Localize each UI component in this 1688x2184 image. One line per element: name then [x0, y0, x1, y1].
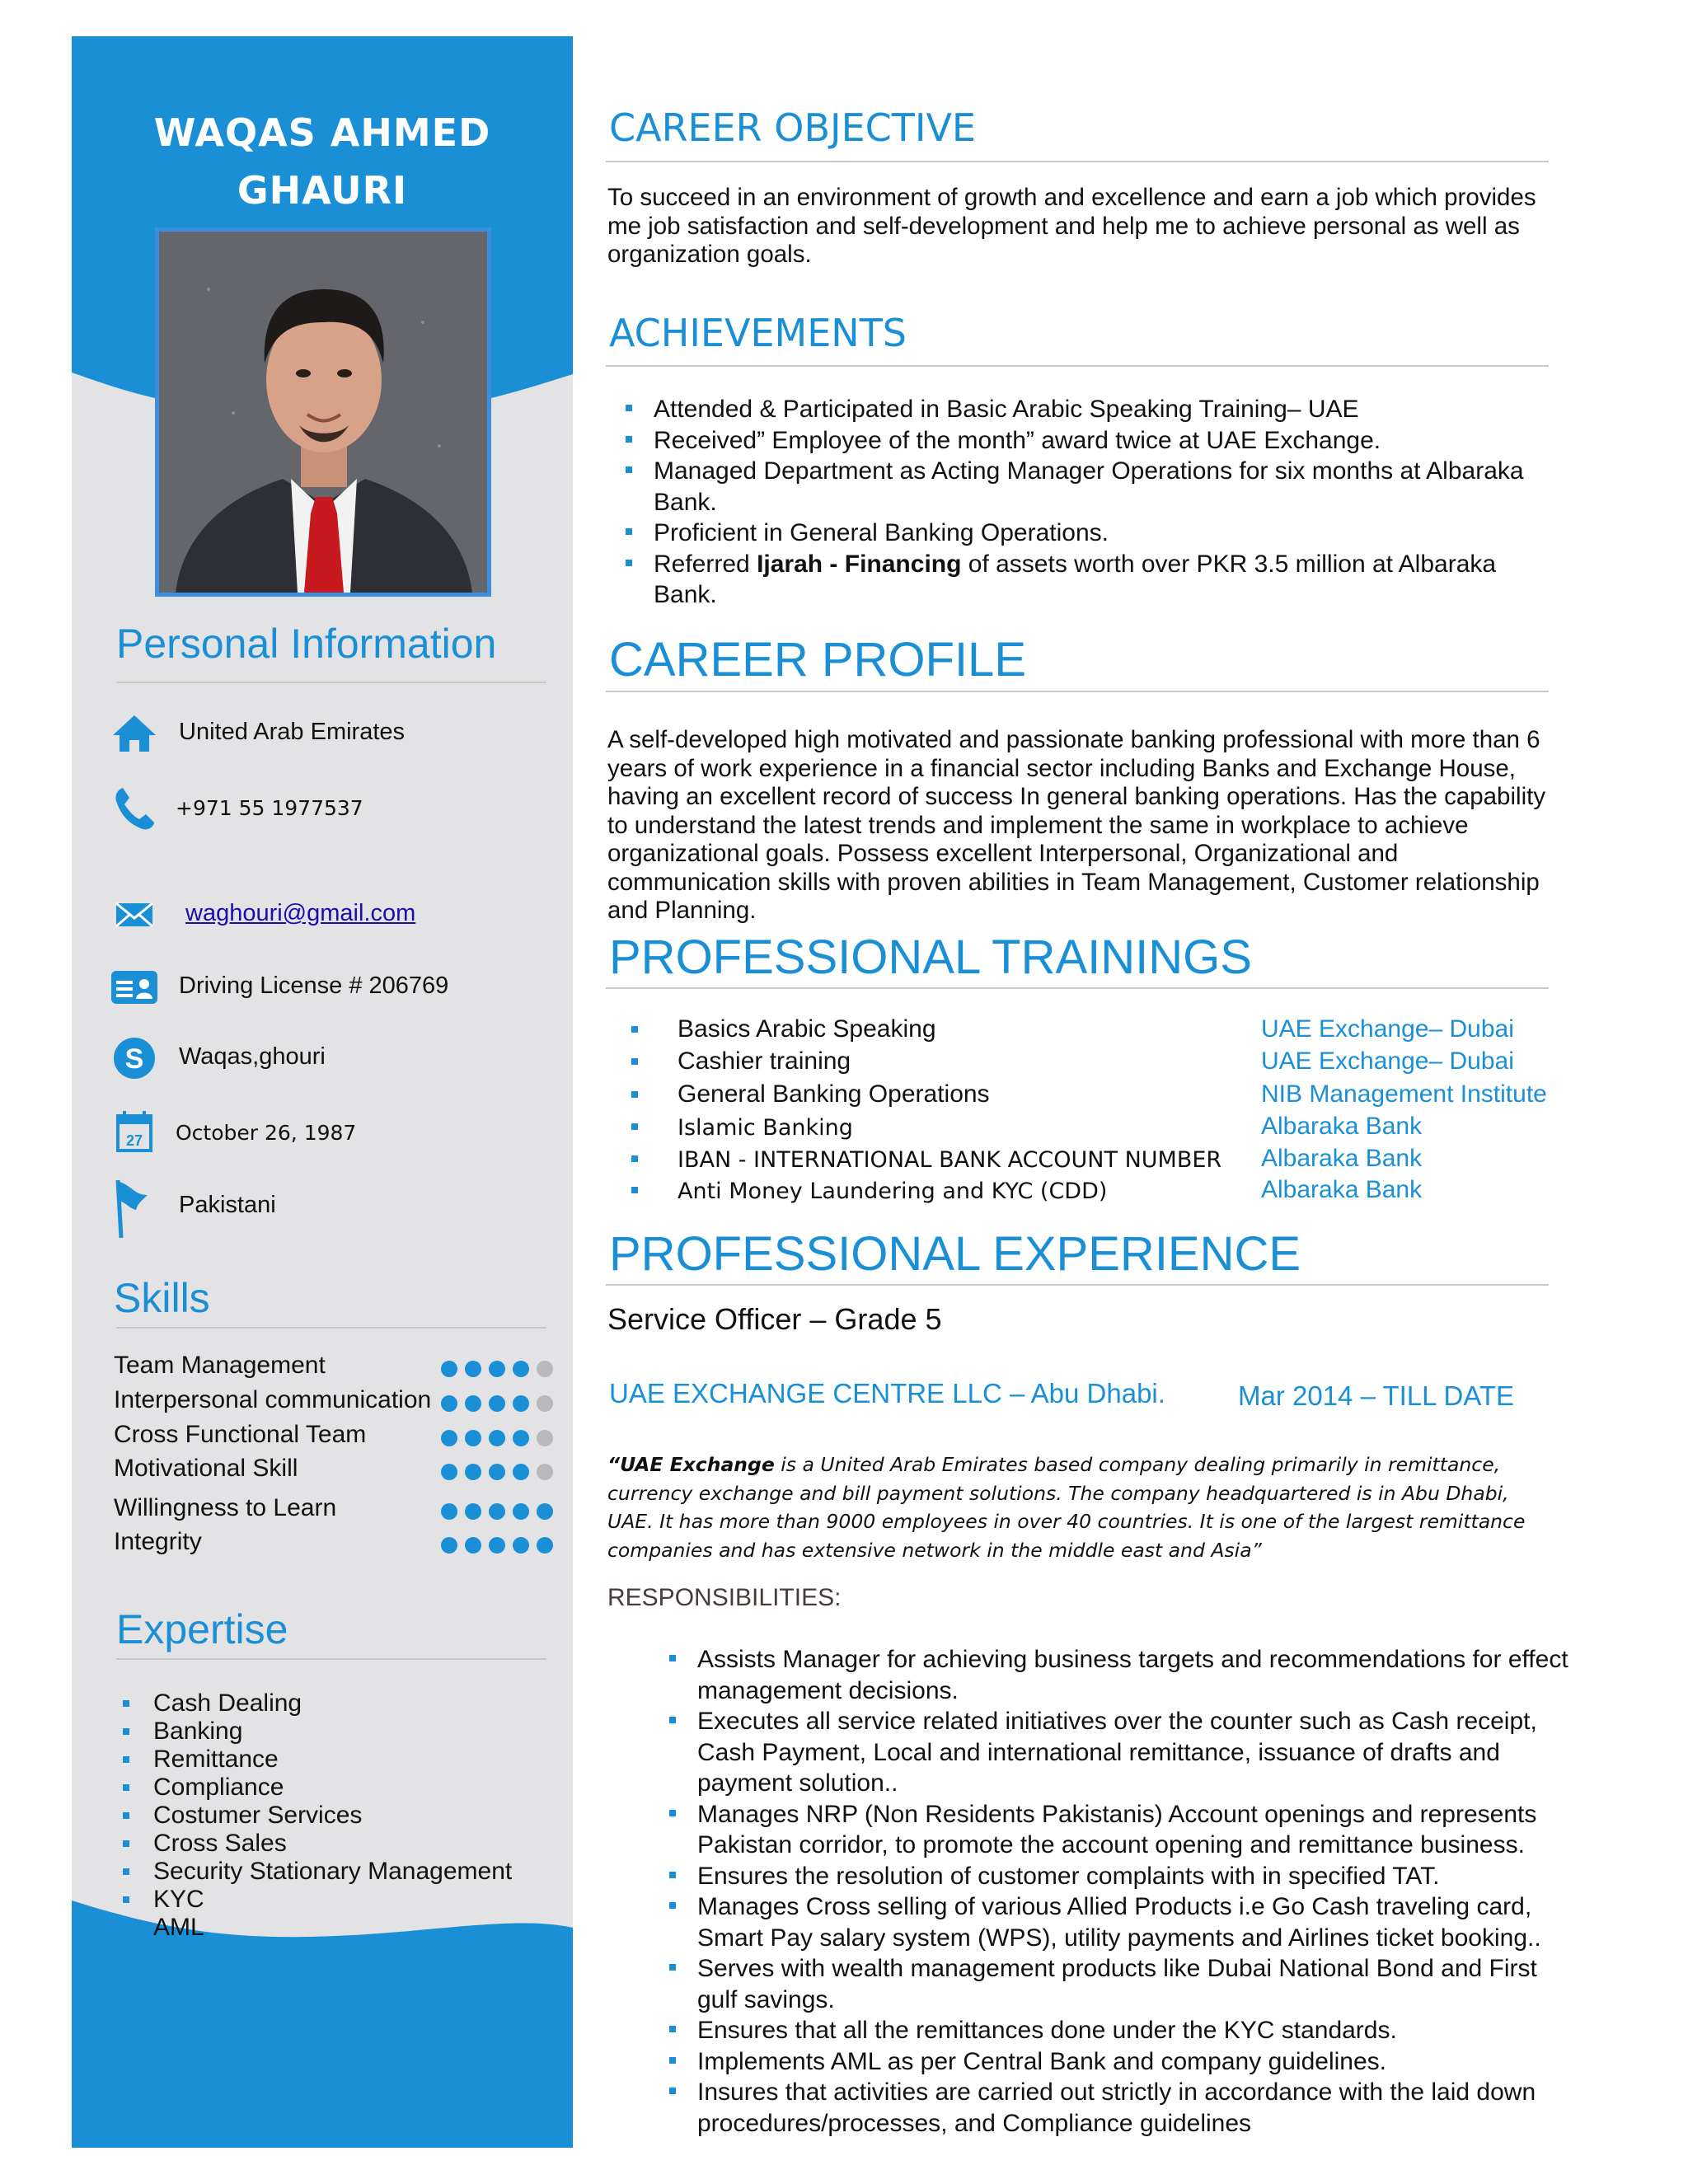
responsibility-text: Executes all service related initiatives over the counter such as Cash receipt, Cash Payment, Local and international remittance, issuance of drafts and payment solution.. [697, 1708, 1537, 1797]
skill-row [114, 1386, 573, 1419]
license-label: Driving License # 206769 [179, 972, 449, 999]
career-objective-heading: CAREER OBJECTIVE [609, 105, 976, 150]
responsibility-item [697, 1799, 1583, 1861]
phone-text: +971 55 1977537 [176, 796, 363, 820]
responsibility-text: Manages Cross selling of various Allied Products i.e Go Cash traveling card, Smart Pay salary system (WPS), utility payments and Airlines ticket booking.. [697, 1893, 1541, 1952]
rating-dot-empty [537, 1395, 553, 1412]
rating-dot-filled [441, 1464, 457, 1480]
bullet-icon [123, 1756, 129, 1763]
achievement-text: Received” Employee of the month” award twice at UAE Exchange. [654, 426, 1381, 454]
skill-row [114, 1528, 573, 1561]
achievement-text: Managed Department as Acting Manager Operations for six months at Albaraka Bank. [654, 457, 1524, 516]
info-row-location [110, 709, 555, 758]
responsibility-text: Assists Manager for achieving business targets and recommendations for effect management decisions. [697, 1646, 1568, 1704]
responsibilities-heading: RESPONSIBILITIES: [607, 1584, 842, 1611]
expertise-label: AML [153, 1914, 204, 1941]
responsibility-text: Ensures that all the remittances done under the KYC standards. [697, 2017, 1397, 2044]
rating-dot-filled [513, 1361, 529, 1377]
skill-rating [440, 1394, 556, 1413]
bullet-icon [626, 528, 632, 535]
skill-rating [440, 1536, 556, 1554]
training-provider: Albaraka Bank [1261, 1113, 1423, 1140]
bullet-icon [631, 1123, 638, 1130]
phone-icon [110, 783, 159, 832]
skills-heading: Skills [114, 1275, 210, 1321]
rating-dot-filled [441, 1395, 457, 1412]
training-row [678, 1176, 1584, 1207]
calendar-icon [110, 1108, 159, 1157]
bullet-icon [669, 2026, 676, 2032]
expertise-item [123, 1914, 512, 1942]
rating-dot-filled [537, 1503, 553, 1520]
training-row [678, 1113, 1584, 1144]
career-profile-heading: CAREER PROFILE [609, 633, 1026, 687]
responsibility-item [697, 1644, 1583, 1706]
rating-dot-filled [513, 1464, 529, 1480]
career-objective-text: To succeed in an environment of growth and excellence and earn a job which provides me job satisfaction and self-development and help me to achieve personal as well as organization goals. [607, 184, 1536, 268]
company-description [607, 1451, 1555, 1564]
mail-icon [110, 890, 159, 940]
bullet-icon [669, 2057, 676, 2064]
bullet-icon [669, 1810, 676, 1816]
responsibility-item [697, 2015, 1583, 2046]
email-link[interactable]: waghouri@gmail.com [185, 900, 416, 926]
bullet-icon [669, 1964, 676, 1971]
skill-row [114, 1455, 573, 1488]
location-text: United Arab Emirates [179, 719, 406, 745]
expertise-item [123, 1690, 512, 1718]
company-description-rest: is a United Arab Emirates based company dealing primarily in remittance, currency exchange and bill payment solutions. The company headquartered is in Abu Dhabi, UAE. It has more than 9000 employees in over 40 countries. It is one of the largest remittance companies and has extensive network in the middle east and Asia” [607, 1453, 1526, 1562]
rating-dot-filled [465, 1430, 481, 1446]
training-title: Cashier training [678, 1047, 851, 1075]
rating-dot-empty [537, 1361, 553, 1377]
achievement-text-post: of assets worth over PKR 3.5 million at Albaraka Bank. [654, 550, 1497, 608]
expertise-label: KYC [153, 1886, 204, 1913]
training-provider: Albaraka Bank [1261, 1145, 1423, 1172]
info-row-license [110, 963, 555, 1012]
responsibilities-list [697, 1644, 1583, 2139]
achievement-item [654, 394, 1544, 425]
skill-row [114, 1494, 573, 1527]
profile-photo [155, 227, 491, 597]
training-title: IBAN - INTERNATIONAL BANK ACCOUNT NUMBER [678, 1147, 1222, 1173]
rating-dot-empty [537, 1464, 553, 1480]
skill-rating [440, 1502, 556, 1521]
rating-dot-filled [441, 1361, 457, 1377]
rating-dot-filled [489, 1361, 505, 1377]
bullet-icon [626, 466, 632, 473]
achievement-text: Attended & Participated in Basic Arabic Speaking Training– UAE [654, 396, 1359, 423]
info-row-nationality [110, 1177, 555, 1240]
info-row-email[interactable] [110, 890, 555, 940]
training-title: Basics Arabic Speaking [678, 1015, 936, 1043]
skill-name: Willingness to Learn [114, 1494, 337, 1521]
divider [606, 987, 1549, 989]
rating-dot-filled [441, 1430, 457, 1446]
training-row [678, 1080, 1584, 1112]
bullet-icon [669, 1655, 676, 1661]
trainings-heading: PROFESSIONAL TRAININGS [609, 930, 1252, 984]
dob-text: October 26, 1987 [176, 1121, 357, 1145]
responsibility-text: Manages NRP (Non Residents Pakistanis) Account openings and represents Pakistan corridor, to promote the account opening and remittance business. [697, 1800, 1537, 1858]
skill-rating [440, 1429, 556, 1447]
training-row [678, 1145, 1584, 1176]
training-provider: UAE Exchange– Dubai [1261, 1047, 1514, 1075]
achievement-item [654, 456, 1544, 518]
expertise-label: Remittance [153, 1746, 279, 1773]
responsibility-text: Insures that activities are carried out strictly in accordance with the laid down procedures/processes, and Compliance guidelines [697, 2079, 1536, 2137]
bullet-icon [669, 2088, 676, 2094]
bullet-icon [669, 1717, 676, 1723]
company-description-lead: “UAE Exchange [607, 1453, 775, 1476]
skill-rating [440, 1360, 556, 1378]
bullet-icon [631, 1155, 638, 1162]
career-profile-text: A self-developed high motivated and passionate banking professional with more than 6 years of work experience in a financial sector including Banks and Exchange House, having an excellent record of success In general banking operations. Has the capability to understand the latest trends and implement the same in workplace to achieve organizational goals. Possess excellent Interpersonal, Organizational and communication skills with proven abilities in Team Management, Customer relationship and Planning. [607, 726, 1546, 924]
achievements-list [654, 394, 1544, 611]
bullet-icon [631, 1187, 638, 1193]
divider [606, 365, 1549, 367]
rating-dot-filled [513, 1430, 529, 1446]
job-period: Mar 2014 – TILL DATE [1238, 1380, 1515, 1411]
rating-dot-empty [537, 1430, 553, 1446]
rating-dot-filled [489, 1464, 505, 1480]
skill-name: Cross Functional Team [114, 1421, 367, 1448]
name-line-2: GHAURI [237, 168, 408, 213]
responsibility-item [697, 2046, 1583, 2078]
bullet-icon [123, 1728, 129, 1735]
company-name: UAE EXCHANGE CENTRE LLC – Abu Dhabi. [609, 1378, 1165, 1408]
rating-dot-filled [465, 1464, 481, 1480]
achievements-heading: ACHIEVEMENTS [609, 311, 907, 355]
rating-dot-filled [513, 1503, 529, 1520]
expertise-heading: Expertise [116, 1606, 288, 1652]
skill-row [114, 1421, 573, 1454]
expertise-item [123, 1802, 512, 1830]
achievement-text-pre: Referred [654, 550, 757, 578]
training-row [678, 1047, 1584, 1079]
divider [606, 691, 1549, 692]
nationality-text: Pakistani [179, 1192, 276, 1218]
bullet-icon [669, 1902, 676, 1909]
expertise-label: Banking [153, 1718, 243, 1745]
expertise-label: Cash Dealing [153, 1690, 302, 1717]
skill-name: Integrity [114, 1528, 202, 1555]
bullet-icon [626, 405, 632, 411]
divider [116, 1327, 546, 1329]
svg-text:S: S [124, 1043, 144, 1075]
training-title: Anti Money Laundering and KYC (CDD) [678, 1179, 1108, 1204]
info-row-skype [110, 1033, 555, 1083]
bullet-icon [123, 1868, 129, 1875]
bullet-icon [669, 1872, 676, 1878]
divider [606, 161, 1549, 162]
rating-dot-filled [465, 1395, 481, 1412]
achievement-text-bold: Ijarah - Financing [757, 550, 962, 578]
expertise-item [123, 1858, 512, 1886]
rating-dot-filled [513, 1395, 529, 1412]
info-row-dob [110, 1108, 555, 1157]
expertise-label: Cross Sales [153, 1830, 287, 1857]
achievement-item [654, 425, 1544, 457]
home-icon [110, 709, 159, 758]
responsibility-text: Ensures the resolution of customer complaints with in specified TAT. [697, 1862, 1440, 1890]
rating-dot-filled [537, 1537, 553, 1554]
skype-icon [110, 1033, 159, 1083]
responsibility-item [697, 1706, 1583, 1799]
responsibility-item [697, 2077, 1583, 2139]
skype-text: Waqas,ghouri [179, 1043, 326, 1070]
expertise-item [123, 1830, 512, 1858]
achievement-item [654, 549, 1544, 611]
expertise-label: Compliance [153, 1774, 284, 1801]
divider [606, 1284, 1549, 1286]
divider [116, 1658, 546, 1660]
expertise-label: Costumer Services [153, 1802, 363, 1829]
responsibility-item [697, 1953, 1583, 2015]
responsibility-item [697, 1861, 1583, 1892]
responsibility-text: Serves with wealth management products like Dubai National Bond and First gulf savings. [697, 1955, 1537, 2013]
bullet-icon [123, 1924, 129, 1931]
training-title: General Banking Operations [678, 1080, 990, 1108]
bullet-icon [123, 1812, 129, 1819]
experience-heading: PROFESSIONAL EXPERIENCE [609, 1227, 1301, 1281]
expertise-list [123, 1690, 512, 1942]
id-card-icon [110, 963, 159, 1012]
info-row-phone [110, 783, 555, 832]
rating-dot-filled [441, 1537, 457, 1554]
skill-name: Interpersonal communication [114, 1386, 432, 1413]
name-line-1: WAQAS AHMED [153, 110, 491, 155]
bullet-icon [123, 1896, 129, 1903]
rating-dot-filled [465, 1361, 481, 1377]
license-text [179, 972, 448, 1000]
skill-name: Motivational Skill [114, 1455, 298, 1482]
bullet-icon [123, 1840, 129, 1847]
bullet-icon [626, 560, 632, 566]
training-provider: UAE Exchange– Dubai [1261, 1015, 1514, 1043]
rating-dot-filled [465, 1537, 481, 1554]
calendar-day: 27 [125, 1132, 143, 1149]
expertise-item [123, 1718, 512, 1746]
skill-rating [440, 1463, 556, 1481]
job-title: Service Officer – Grade 5 [607, 1302, 942, 1336]
skill-row [114, 1352, 573, 1385]
rating-dot-filled [513, 1537, 529, 1554]
rating-dot-filled [441, 1503, 457, 1520]
rating-dot-filled [489, 1537, 505, 1554]
bullet-icon [123, 1700, 129, 1707]
responsibility-item [697, 1891, 1583, 1953]
bullet-icon [626, 436, 632, 443]
bullet-icon [631, 1058, 638, 1065]
sidebar [72, 36, 573, 2148]
divider [116, 682, 546, 683]
bullet-icon [123, 1784, 129, 1791]
bullet-icon [631, 1091, 638, 1098]
achievement-item [654, 518, 1544, 549]
rating-dot-filled [489, 1503, 505, 1520]
rating-dot-filled [489, 1430, 505, 1446]
bullet-icon [631, 1026, 638, 1033]
skill-name: Team Management [114, 1352, 326, 1379]
training-provider: Albaraka Bank [1261, 1176, 1423, 1203]
expertise-item [123, 1746, 512, 1774]
rating-dot-filled [489, 1395, 505, 1412]
personal-info-heading: Personal Information [116, 621, 497, 667]
achievement-text: Proficient in General Banking Operations. [654, 519, 1109, 546]
flag-icon [110, 1177, 159, 1240]
training-row [678, 1015, 1584, 1047]
responsibility-text: Implements AML as per Central Bank and company guidelines. [697, 2047, 1387, 2075]
expertise-item [123, 1886, 512, 1914]
expertise-item [123, 1774, 512, 1802]
expertise-label: Security Stationary Management [153, 1858, 513, 1885]
training-title: Islamic Banking [678, 1115, 853, 1141]
training-provider: NIB Management Institute [1261, 1080, 1547, 1108]
rating-dot-filled [465, 1503, 481, 1520]
